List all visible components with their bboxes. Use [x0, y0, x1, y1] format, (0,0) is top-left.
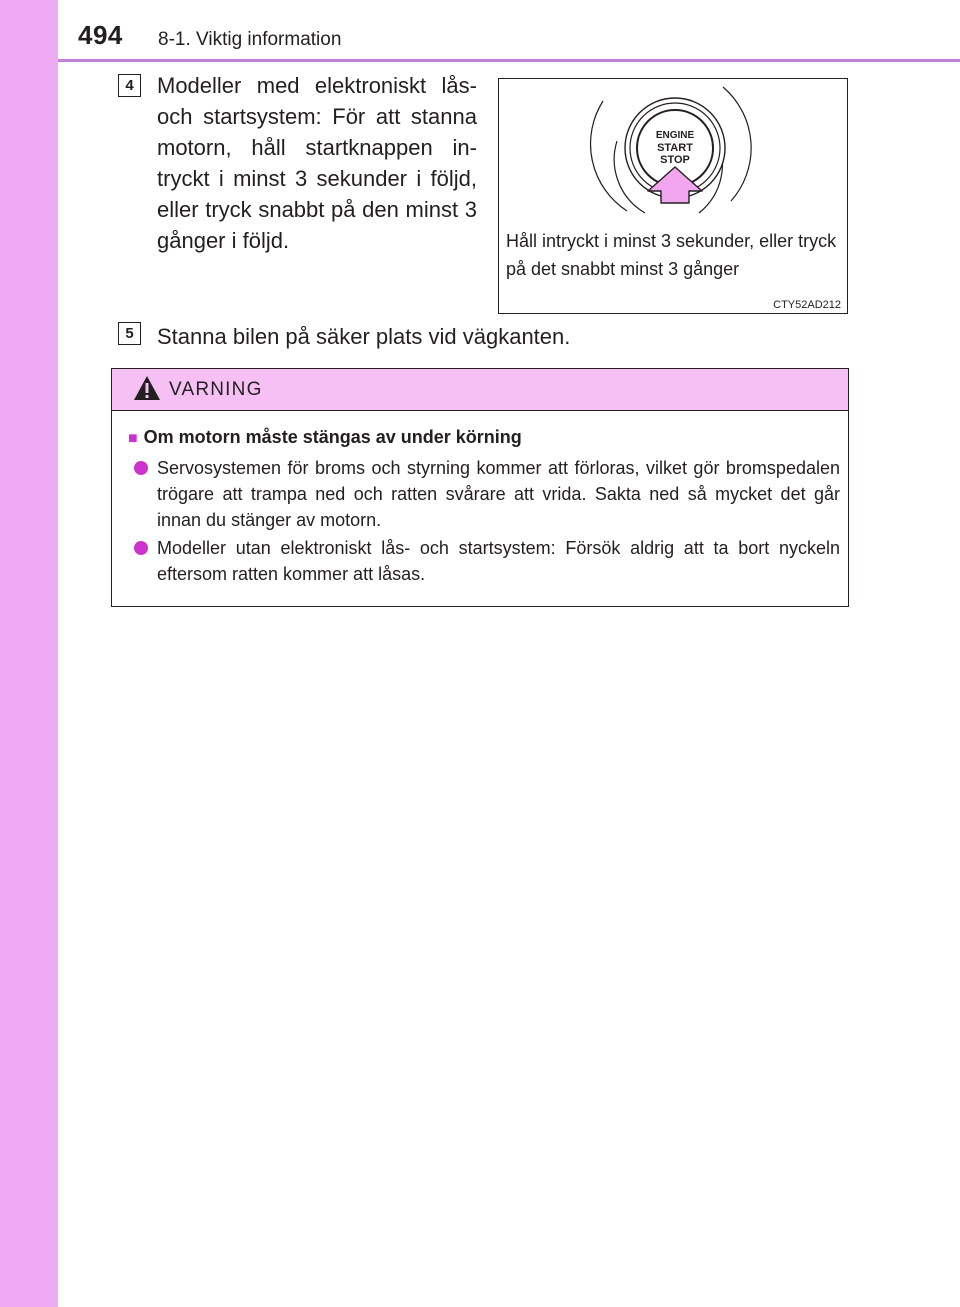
warning-title: VARNING	[169, 379, 263, 400]
warning-heading	[128, 427, 522, 448]
warning-item-text: Modeller utan elektroniskt lås- och startsystem: Försök aldrig att ta bort nyckeln eftersom ratten kommer att låsas.	[157, 538, 840, 584]
header-divider	[58, 59, 960, 62]
button-label-start: START	[657, 142, 693, 154]
warning-triangle-icon	[133, 374, 161, 402]
step-text-4: Modeller med elektroniskt lås- och startsystem: För att stanna motorn, håll startknappen in- tryckt i minst 3 sekunder i följd, eller tryck snabbt på den minst 3 gånger i följd.	[157, 73, 477, 253]
button-label-engine: ENGINE	[655, 130, 695, 141]
round-bullet-icon	[134, 541, 148, 555]
warning-item-text: Servosystemen för broms och styrning kommer att förloras, vilket gör bromspedalen trögare att trampa ned och ratten svårare att vrida. Sakta ned så mycket det går innan du stänger av motorn.	[157, 458, 840, 530]
step-number-5: 5	[118, 322, 141, 345]
figure-code: CTY52AD212	[773, 299, 841, 311]
warning-header	[112, 369, 848, 411]
section-title: 8-1. Viktig information	[158, 29, 342, 50]
step-number-4: 4	[118, 74, 141, 97]
page-number: 494	[78, 20, 123, 50]
warning-heading-text: Om motorn måste stängas av under körning	[143, 427, 522, 447]
warning-item	[157, 535, 840, 587]
square-bullet-icon: ■	[128, 430, 138, 447]
figure-caption: Håll intryckt i minst 3 sekunder, eller tryck på det snabbt minst 3 gånger	[506, 231, 837, 279]
warning-box	[111, 368, 849, 607]
step-text-5: Stanna bilen på säker plats vid vägkanten.	[157, 324, 571, 349]
round-bullet-icon	[134, 461, 148, 475]
side-color-strip	[0, 0, 58, 1307]
button-label-stop: STOP	[660, 154, 690, 166]
warning-item	[157, 455, 840, 533]
start-button-figure	[498, 78, 848, 314]
